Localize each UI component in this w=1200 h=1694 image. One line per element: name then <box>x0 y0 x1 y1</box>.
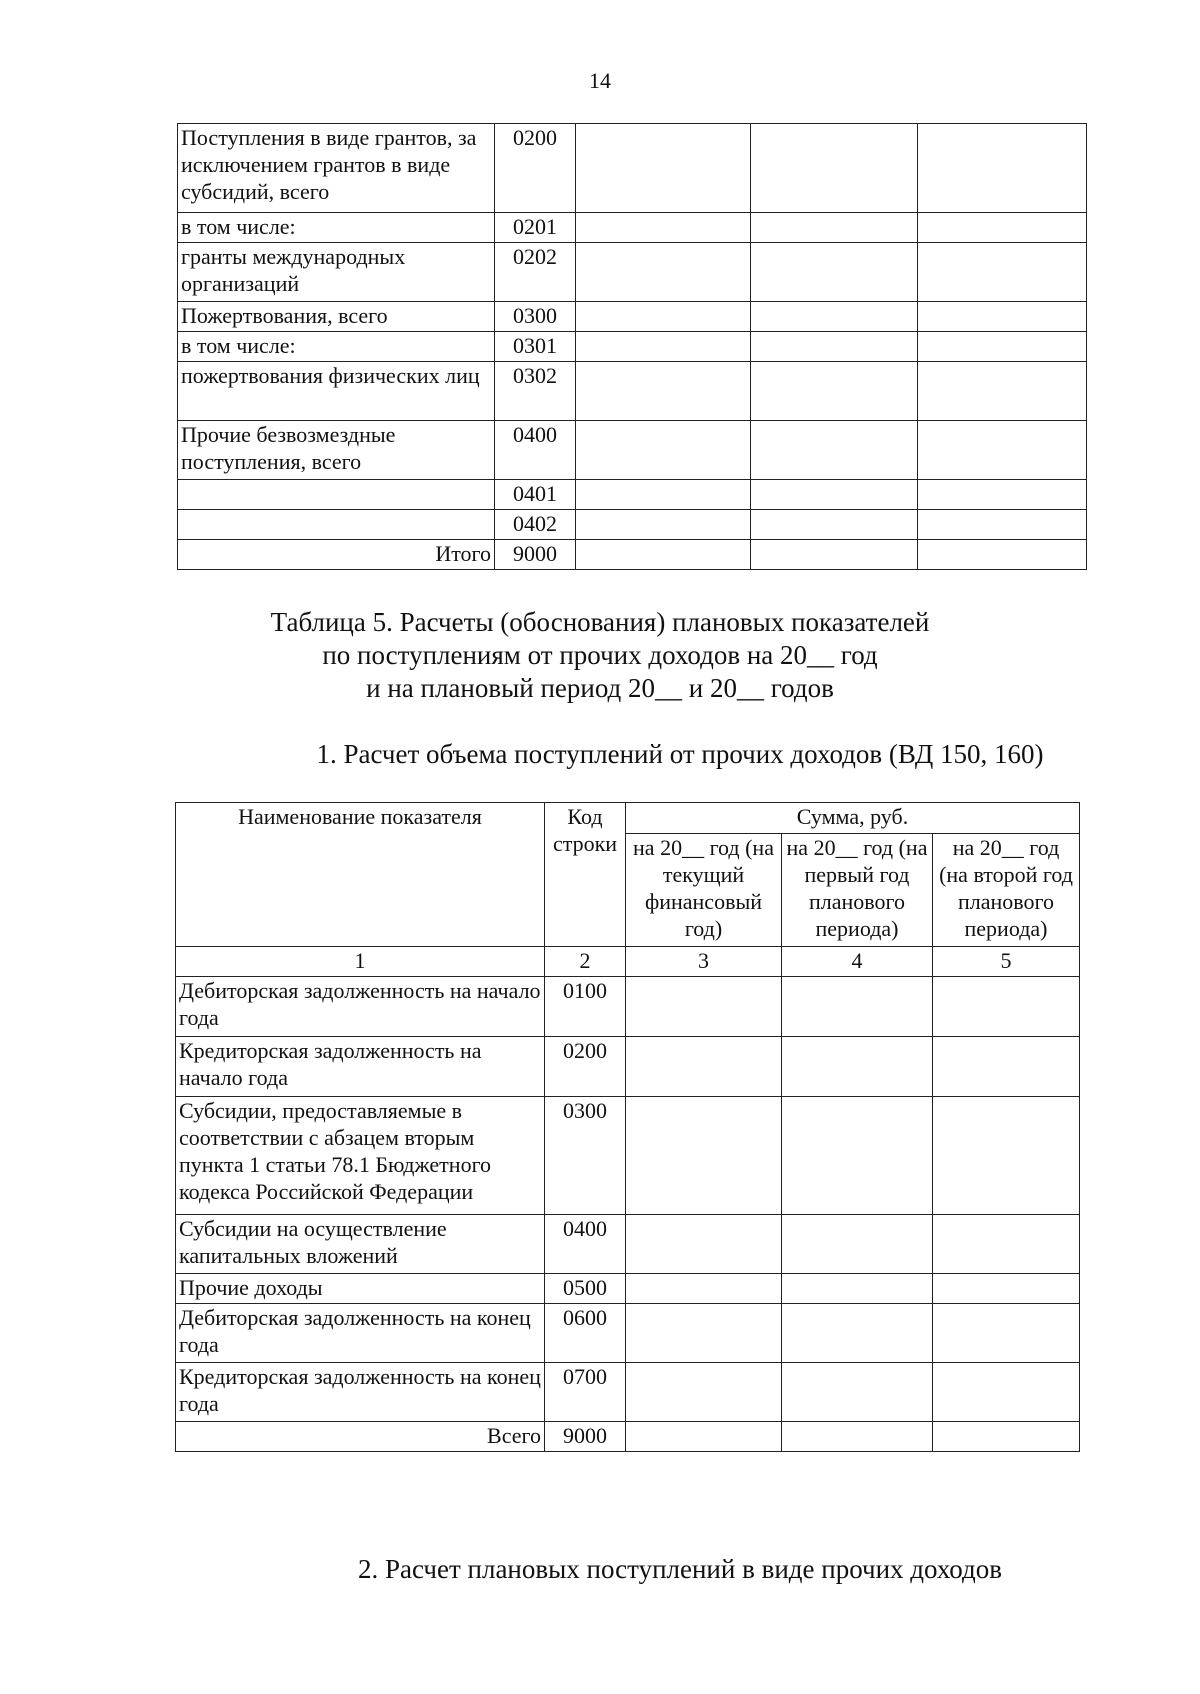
table-row <box>178 213 1087 243</box>
value-cell <box>576 302 751 332</box>
value-cell <box>751 243 918 302</box>
row-label: Дебиторская задолженность на начало года <box>176 977 545 1037</box>
row-label <box>178 510 495 540</box>
row-code: 0301 <box>495 332 576 362</box>
row-code: 0202 <box>495 243 576 302</box>
value-cell <box>918 332 1087 362</box>
value-cell <box>626 1215 782 1274</box>
row-label: гранты международных организаций <box>178 243 495 302</box>
caption-line: Таблица 5. Расчеты (обоснования) плановых показателей <box>270 607 930 637</box>
row-code: 0200 <box>495 124 576 213</box>
value-cell <box>626 1422 782 1452</box>
row-label: в том числе: <box>178 332 495 362</box>
row-label: в том числе: <box>178 213 495 243</box>
table-row <box>176 1304 1080 1363</box>
column-number: 1 <box>176 947 545 977</box>
column-number: 4 <box>782 947 933 977</box>
grants-donations-table <box>177 123 1087 570</box>
value-cell <box>918 510 1087 540</box>
row-code: 0100 <box>545 977 626 1037</box>
row-code: 0200 <box>545 1037 626 1097</box>
table-row <box>176 977 1080 1037</box>
value-cell <box>782 977 933 1037</box>
header-col3: на 20__ год (на текущий финансовый год) <box>626 834 782 947</box>
row-label: пожертвования физических лиц <box>178 362 495 421</box>
header-col5: на 20__ год (на второй год планового периода) <box>933 834 1080 947</box>
value-cell <box>933 1363 1080 1422</box>
row-label: Субсидии, предоставляемые в соответствии с абзацем вторым пункта 1 статьи 78.1 Бюджетного кодекса Российской Федерации <box>176 1097 545 1215</box>
value-cell <box>918 302 1087 332</box>
value-cell <box>751 332 918 362</box>
header-row <box>176 803 1080 834</box>
column-number-row <box>176 947 1080 977</box>
row-code: 0300 <box>495 302 576 332</box>
table-row <box>178 124 1087 213</box>
value-cell <box>626 1304 782 1363</box>
value-cell <box>933 977 1080 1037</box>
value-cell <box>751 540 918 570</box>
table-row <box>178 243 1087 302</box>
table-row <box>176 1363 1080 1422</box>
table-row <box>176 1097 1080 1215</box>
total-code: 9000 <box>495 540 576 570</box>
value-cell <box>576 510 751 540</box>
row-code: 0400 <box>495 421 576 480</box>
value-cell <box>782 1097 933 1215</box>
value-cell <box>576 124 751 213</box>
value-cell <box>751 421 918 480</box>
value-cell <box>918 243 1087 302</box>
total-code: 9000 <box>545 1422 626 1452</box>
value-cell <box>751 302 918 332</box>
row-code: 0700 <box>545 1363 626 1422</box>
value-cell <box>918 213 1087 243</box>
header-sum: Сумма, руб. <box>626 803 1080 834</box>
table5-caption <box>0 606 1200 705</box>
value-cell <box>576 332 751 362</box>
row-label: Субсидии на осуществление капитальных вложений <box>176 1215 545 1274</box>
caption-line: и на плановый период 20__ и 20__ годов <box>366 673 834 703</box>
row-label: Прочие безвозмездные поступления, всего <box>178 421 495 480</box>
row-code: 0600 <box>545 1304 626 1363</box>
caption-line: по поступлениям от прочих доходов на 20__ год <box>322 640 878 670</box>
value-cell <box>933 1215 1080 1274</box>
value-cell <box>782 1274 933 1304</box>
column-number: 2 <box>545 947 626 977</box>
value-cell <box>751 480 918 510</box>
value-cell <box>933 1422 1080 1452</box>
page-number: 14 <box>589 68 611 93</box>
row-label: Кредиторская задолженность на конец года <box>176 1363 545 1422</box>
row-label: Пожертвования, всего <box>178 302 495 332</box>
row-code: 0302 <box>495 362 576 421</box>
value-cell <box>933 1097 1080 1215</box>
row-label: Прочие доходы <box>176 1274 545 1304</box>
value-cell <box>626 977 782 1037</box>
value-cell <box>626 1363 782 1422</box>
value-cell <box>751 510 918 540</box>
value-cell <box>751 124 918 213</box>
value-cell <box>782 1215 933 1274</box>
row-label: Дебиторская задолженность на конец года <box>176 1304 545 1363</box>
row-label: Поступления в виде грантов, за исключением грантов в виде субсидий, всего <box>178 124 495 213</box>
value-cell <box>782 1304 933 1363</box>
table-row <box>178 480 1087 510</box>
value-cell <box>576 421 751 480</box>
total-label: Всего <box>176 1422 545 1452</box>
table-row <box>178 332 1087 362</box>
value-cell <box>576 540 751 570</box>
value-cell <box>751 213 918 243</box>
column-number: 5 <box>933 947 1080 977</box>
header-col4: на 20__ год (на первый год планового периода) <box>782 834 933 947</box>
value-cell <box>918 124 1087 213</box>
value-cell <box>626 1037 782 1097</box>
value-cell <box>933 1274 1080 1304</box>
header-code: Код строки <box>545 803 626 947</box>
value-cell <box>933 1037 1080 1097</box>
row-code: 0500 <box>545 1274 626 1304</box>
row-label <box>178 480 495 510</box>
value-cell <box>626 1274 782 1304</box>
value-cell <box>918 540 1087 570</box>
value-cell <box>782 1422 933 1452</box>
value-cell <box>918 421 1087 480</box>
total-row <box>178 540 1087 570</box>
row-code: 0401 <box>495 480 576 510</box>
other-income-table <box>175 802 1080 1452</box>
table-row <box>176 1274 1080 1304</box>
row-code: 0400 <box>545 1215 626 1274</box>
value-cell <box>782 1037 933 1097</box>
section1-title: 1. Расчет объема поступлений от прочих доходов (ВД 150, 160) <box>316 739 1044 769</box>
row-code: 0201 <box>495 213 576 243</box>
section2-title: 2. Расчет плановых поступлений в виде прочих доходов <box>357 1554 1003 1584</box>
header-name: Наименование показателя <box>176 803 545 947</box>
table-row <box>178 362 1087 421</box>
value-cell <box>751 362 918 421</box>
total-label: Итого <box>178 540 495 570</box>
value-cell <box>576 213 751 243</box>
value-cell <box>918 480 1087 510</box>
table-row <box>178 302 1087 332</box>
table-row <box>178 510 1087 540</box>
table-row <box>178 421 1087 480</box>
row-code: 0402 <box>495 510 576 540</box>
value-cell <box>576 362 751 421</box>
table-row <box>176 1215 1080 1274</box>
total-row <box>176 1422 1080 1452</box>
value-cell <box>933 1304 1080 1363</box>
column-number: 3 <box>626 947 782 977</box>
row-code: 0300 <box>545 1097 626 1215</box>
value-cell <box>576 243 751 302</box>
value-cell <box>576 480 751 510</box>
row-label: Кредиторская задолженность на начало года <box>176 1037 545 1097</box>
table-row <box>176 1037 1080 1097</box>
value-cell <box>918 362 1087 421</box>
value-cell <box>626 1097 782 1215</box>
value-cell <box>782 1363 933 1422</box>
